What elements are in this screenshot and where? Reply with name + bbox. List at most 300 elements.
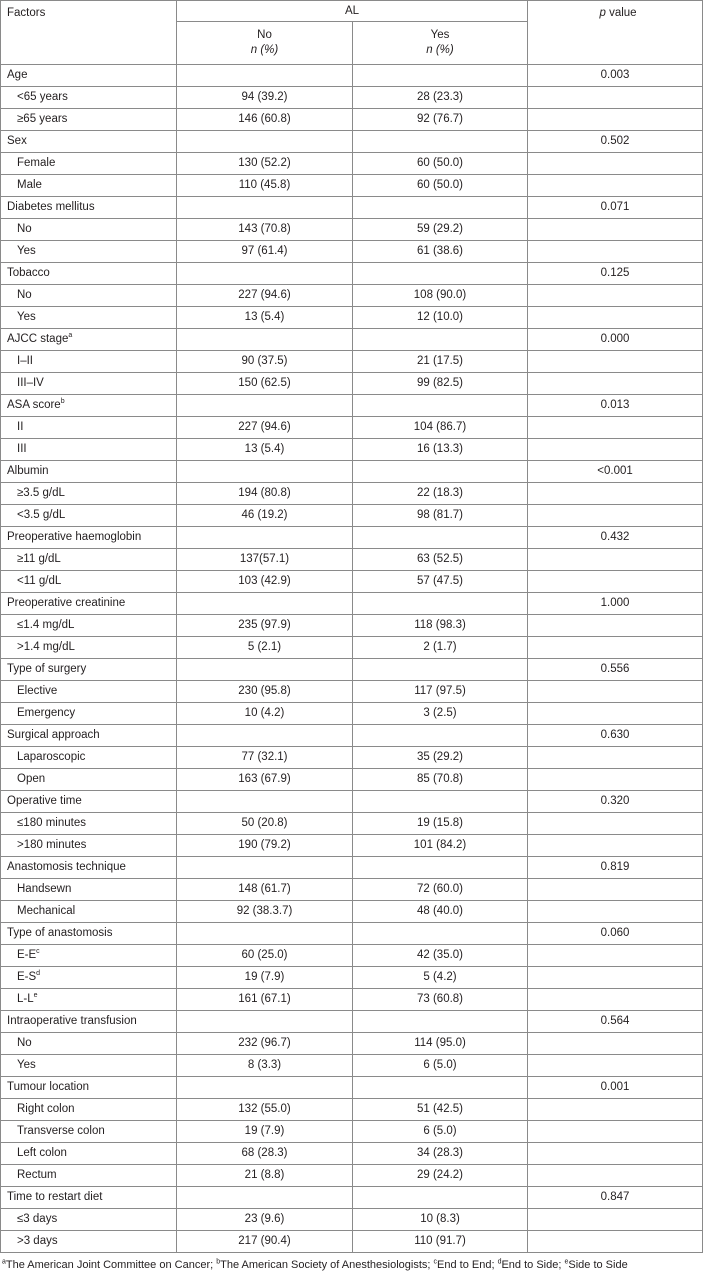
no-count-text: 13 (5.4) xyxy=(244,443,285,455)
no-count xyxy=(177,285,353,307)
no-count-text: 13 (5.4) xyxy=(244,311,285,323)
no-count xyxy=(177,109,353,131)
table-row xyxy=(1,285,703,307)
footnote-marker: d xyxy=(497,1258,502,1266)
no-count xyxy=(177,967,353,989)
yes-count xyxy=(353,109,528,131)
yes-count-text: 28 (23.3) xyxy=(416,91,464,103)
empty-cell xyxy=(528,615,703,637)
category-label xyxy=(1,351,177,373)
p-value xyxy=(528,461,703,483)
no-count-text: 92 (38.3.7) xyxy=(236,905,293,917)
category-label xyxy=(1,681,177,703)
section-header-row xyxy=(1,857,703,879)
p-value-text: 0.000 xyxy=(600,333,630,345)
table-row xyxy=(1,439,703,461)
empty-cell xyxy=(528,549,703,571)
category-label xyxy=(1,175,177,197)
category-label xyxy=(1,945,177,967)
yes-count-text: 110 (91.7) xyxy=(414,1235,466,1247)
yes-count xyxy=(353,967,528,989)
empty-cell xyxy=(177,65,353,87)
footnote-text: End to End; xyxy=(437,1259,498,1271)
yes-count xyxy=(353,153,528,175)
no-count xyxy=(177,219,353,241)
table-row xyxy=(1,549,703,571)
category-label xyxy=(1,835,177,857)
category-label xyxy=(1,769,177,791)
factor-label-text: Anastomosis technique xyxy=(7,861,126,873)
section-header-row xyxy=(1,1011,703,1033)
table-row xyxy=(1,989,703,1011)
category-label-text: Female xyxy=(17,157,56,169)
empty-cell xyxy=(528,439,703,461)
footnote-text: Side to Side xyxy=(568,1259,628,1271)
table-row xyxy=(1,1099,703,1121)
empty-cell xyxy=(353,1077,528,1099)
no-count-text: 227 (94.6) xyxy=(238,421,291,433)
category-label-text: Right colon xyxy=(17,1103,75,1115)
yes-count-text: 16 (13.3) xyxy=(416,443,464,455)
no-count xyxy=(177,351,353,373)
yes-count-text: 22 (18.3) xyxy=(416,487,464,499)
yes-count-text: 12 (10.0) xyxy=(416,311,464,323)
yes-count-text: 29 (24.2) xyxy=(416,1169,464,1181)
category-label xyxy=(1,901,177,923)
category-label-text: Laparoscopic xyxy=(17,751,86,763)
p-value-text: 0.013 xyxy=(600,399,630,411)
yes-count xyxy=(353,1121,528,1143)
no-count xyxy=(177,1165,353,1187)
yes-count xyxy=(353,175,528,197)
section-header-row xyxy=(1,65,703,87)
section-header-row xyxy=(1,527,703,549)
p-value-text: 0.556 xyxy=(600,663,630,675)
factor-label xyxy=(1,857,177,879)
yes-count-text: 48 (40.0) xyxy=(416,905,464,917)
yes-count xyxy=(353,747,528,769)
table-row xyxy=(1,571,703,593)
p-value xyxy=(528,725,703,747)
empty-cell xyxy=(177,329,353,351)
table-row xyxy=(1,109,703,131)
category-label xyxy=(1,109,177,131)
no-count xyxy=(177,1121,353,1143)
no-count-text: 137(57.1) xyxy=(239,553,290,565)
yes-count-text: 6 (5.0) xyxy=(423,1125,457,1137)
factor-label-text: Type of anastomosis xyxy=(7,927,113,939)
table-row xyxy=(1,175,703,197)
empty-cell xyxy=(528,901,703,923)
category-label xyxy=(1,989,177,1011)
p-value xyxy=(528,593,703,615)
empty-cell xyxy=(177,1011,353,1033)
category-label-text: ≥11 g/dL xyxy=(17,553,61,565)
no-count xyxy=(177,505,353,527)
table-row xyxy=(1,967,703,989)
empty-cell xyxy=(528,769,703,791)
category-label xyxy=(1,373,177,395)
category-label-text: III–IV xyxy=(17,377,44,389)
category-label xyxy=(1,483,177,505)
no-column-header xyxy=(177,22,353,65)
factor-label xyxy=(1,659,177,681)
factor-label-text: Preoperative creatinine xyxy=(7,597,126,609)
p-value-text: 0.125 xyxy=(600,267,630,279)
empty-cell xyxy=(528,1231,703,1253)
no-count xyxy=(177,175,353,197)
yes-count xyxy=(353,1055,528,1077)
p-value-text: 0.003 xyxy=(600,69,630,81)
yes-count-text: 92 (76.7) xyxy=(416,113,464,125)
no-count xyxy=(177,549,353,571)
yes-count-text: 118 (98.3) xyxy=(414,619,466,631)
factor-label xyxy=(1,395,177,417)
p-value xyxy=(528,857,703,879)
section-header-row xyxy=(1,395,703,417)
factor-label-text: Diabetes mellitus xyxy=(7,201,95,213)
category-label-text: Left colon xyxy=(17,1147,67,1159)
factor-label xyxy=(1,461,177,483)
category-label xyxy=(1,967,177,989)
yes-count xyxy=(353,549,528,571)
empty-cell xyxy=(353,857,528,879)
yes-count-text: 73 (60.8) xyxy=(416,993,464,1005)
category-label xyxy=(1,615,177,637)
category-label-text: E-E xyxy=(17,949,37,961)
section-header-row xyxy=(1,197,703,219)
empty-cell xyxy=(528,945,703,967)
factor-label-text: Operative time xyxy=(7,795,82,807)
yes-count-text: 34 (28.3) xyxy=(416,1147,464,1159)
category-label-text: No xyxy=(17,223,32,235)
yes-count xyxy=(353,1099,528,1121)
factor-label xyxy=(1,1077,177,1099)
p-value-text: 0.630 xyxy=(600,729,630,741)
empty-cell xyxy=(353,395,528,417)
yes-count-text: 6 (5.0) xyxy=(423,1059,457,1071)
category-label xyxy=(1,153,177,175)
yes-count xyxy=(353,703,528,725)
category-label xyxy=(1,219,177,241)
footnote-marker: b xyxy=(216,1258,221,1266)
footnote-text: End to Side; xyxy=(501,1259,565,1271)
empty-cell xyxy=(177,725,353,747)
empty-cell xyxy=(177,197,353,219)
no-count-text: 19 (7.9) xyxy=(244,971,285,983)
no-count-text: 110 (45.8) xyxy=(238,179,291,191)
empty-cell xyxy=(353,923,528,945)
table-row xyxy=(1,153,703,175)
table-row xyxy=(1,1231,703,1253)
table-row xyxy=(1,417,703,439)
p-value-text: 0.320 xyxy=(600,795,630,807)
category-label-sup: c xyxy=(36,948,40,956)
no-count-text: 130 (52.2) xyxy=(238,157,291,169)
table-row xyxy=(1,87,703,109)
yes-count xyxy=(353,351,528,373)
section-header-row xyxy=(1,593,703,615)
category-label xyxy=(1,747,177,769)
footnotes xyxy=(0,1253,703,1271)
factor-label-text: ASA score xyxy=(7,399,61,411)
p-value xyxy=(528,329,703,351)
yes-count xyxy=(353,945,528,967)
yes-count xyxy=(353,373,528,395)
factor-label-sup: a xyxy=(68,332,73,340)
table-row xyxy=(1,351,703,373)
no-count xyxy=(177,747,353,769)
table-row xyxy=(1,505,703,527)
yes-count-text: 61 (38.6) xyxy=(416,245,464,257)
yes-count-text: 2 (1.7) xyxy=(423,641,457,653)
empty-cell xyxy=(528,373,703,395)
category-label-text: I–II xyxy=(17,355,33,367)
p-value xyxy=(528,263,703,285)
table-row xyxy=(1,637,703,659)
yes-label: Yes xyxy=(430,29,450,41)
category-label-text: <11 g/dL xyxy=(17,575,62,587)
empty-cell xyxy=(528,1055,703,1077)
yes-count-text: 108 (90.0) xyxy=(413,289,467,301)
p-value-text: 0.060 xyxy=(600,927,630,939)
no-count-text: 150 (62.5) xyxy=(238,377,291,389)
no-count xyxy=(177,879,353,901)
factor-label xyxy=(1,197,177,219)
no-count xyxy=(177,703,353,725)
empty-cell xyxy=(177,1187,353,1209)
empty-cell xyxy=(528,175,703,197)
p-value-text: 0.502 xyxy=(600,135,630,147)
category-label-text: >3 days xyxy=(17,1235,58,1247)
category-label xyxy=(1,1143,177,1165)
no-count xyxy=(177,153,353,175)
empty-cell xyxy=(353,1011,528,1033)
yes-count-text: 85 (70.8) xyxy=(416,773,464,785)
category-label-text: <65 years xyxy=(17,91,68,103)
yes-count-text: 5 (4.2) xyxy=(423,971,457,983)
yes-count-text: 114 (95.0) xyxy=(414,1037,466,1049)
table-row xyxy=(1,1121,703,1143)
p-value xyxy=(528,395,703,417)
category-label-text: Yes xyxy=(17,245,36,257)
yes-count xyxy=(353,571,528,593)
no-count-text: 8 (3.3) xyxy=(247,1059,282,1071)
yes-count xyxy=(353,417,528,439)
no-count xyxy=(177,835,353,857)
yes-count xyxy=(353,813,528,835)
footnote-text: The American Joint Committee on Cancer; xyxy=(5,1259,217,1271)
empty-cell xyxy=(528,879,703,901)
no-count-text: 146 (60.8) xyxy=(238,113,291,125)
yes-count-text: 72 (60.0) xyxy=(416,883,464,895)
category-label-text: ≤3 days xyxy=(17,1213,58,1225)
yes-count xyxy=(353,615,528,637)
empty-cell xyxy=(528,109,703,131)
no-count-text: 161 (67.1) xyxy=(238,993,291,1005)
empty-cell xyxy=(528,681,703,703)
factor-label xyxy=(1,725,177,747)
category-label xyxy=(1,813,177,835)
no-count-text: 10 (4.2) xyxy=(244,707,285,719)
category-label-text: >180 minutes xyxy=(17,839,87,851)
empty-cell xyxy=(353,131,528,153)
category-label-text: Transverse colon xyxy=(17,1125,105,1137)
p-value-text: 0.564 xyxy=(600,1015,630,1027)
table-row xyxy=(1,813,703,835)
no-count-text: 103 (42.9) xyxy=(238,575,291,587)
no-count-text: 217 (90.4) xyxy=(238,1235,291,1247)
table-row xyxy=(1,241,703,263)
no-count-text: 235 (97.9) xyxy=(238,619,291,631)
yes-count-text: 104 (86.7) xyxy=(413,421,467,433)
no-count xyxy=(177,87,353,109)
empty-cell xyxy=(528,967,703,989)
no-count xyxy=(177,813,353,835)
yes-count xyxy=(353,241,528,263)
yes-count xyxy=(353,483,528,505)
factor-label-text: Tobacco xyxy=(7,267,50,279)
footnote-marker: a xyxy=(2,1258,6,1266)
factor-label xyxy=(1,263,177,285)
empty-cell xyxy=(528,1143,703,1165)
no-count-text: 19 (7.9) xyxy=(244,1125,285,1137)
no-count xyxy=(177,1231,353,1253)
no-count xyxy=(177,1033,353,1055)
factor-label xyxy=(1,791,177,813)
factor-label-text: Tumour location xyxy=(7,1081,90,1093)
no-count-text: 227 (94.6) xyxy=(238,289,291,301)
category-label xyxy=(1,439,177,461)
table-row xyxy=(1,373,703,395)
no-count-text: 163 (67.9) xyxy=(238,773,291,785)
no-count-text: 232 (96.7) xyxy=(238,1037,291,1049)
section-header-row xyxy=(1,131,703,153)
category-label-text: Elective xyxy=(17,685,58,697)
empty-cell xyxy=(528,87,703,109)
factor-label-text: Sex xyxy=(7,135,27,147)
yes-count xyxy=(353,87,528,109)
no-count-text: 50 (20.8) xyxy=(241,817,288,829)
empty-cell xyxy=(528,153,703,175)
category-label xyxy=(1,1165,177,1187)
category-label-text: ≥65 years xyxy=(17,113,68,125)
yes-count xyxy=(353,769,528,791)
yes-count xyxy=(353,285,528,307)
category-label xyxy=(1,1231,177,1253)
category-label xyxy=(1,307,177,329)
no-count-text: 77 (32.1) xyxy=(241,751,288,763)
table-row xyxy=(1,945,703,967)
yes-count-text: 60 (50.0) xyxy=(416,157,464,169)
table-body xyxy=(1,65,703,1253)
empty-cell xyxy=(528,285,703,307)
empty-cell xyxy=(528,813,703,835)
category-label-sup: e xyxy=(33,992,38,1000)
table-row xyxy=(1,483,703,505)
yes-count-text: 59 (29.2) xyxy=(416,223,464,235)
factor-label xyxy=(1,1011,177,1033)
no-count-text: 148 (61.7) xyxy=(238,883,291,895)
no-count xyxy=(177,483,353,505)
yes-count xyxy=(353,637,528,659)
no-count-text: 132 (55.0) xyxy=(238,1103,291,1115)
p-value xyxy=(528,197,703,219)
factor-label-text: Albumin xyxy=(7,465,49,477)
empty-cell xyxy=(528,1165,703,1187)
table-row xyxy=(1,1209,703,1231)
footnote-text: The American Society of Anesthesiologists; xyxy=(220,1259,434,1271)
no-count xyxy=(177,989,353,1011)
p-value-text: 0.001 xyxy=(600,1081,630,1093)
section-header-row xyxy=(1,659,703,681)
p-value xyxy=(528,527,703,549)
factor-label-text: Surgical approach xyxy=(7,729,100,741)
yes-count-text: 60 (50.0) xyxy=(416,179,464,191)
empty-cell xyxy=(528,989,703,1011)
empty-cell xyxy=(353,659,528,681)
empty-cell xyxy=(353,791,528,813)
category-label xyxy=(1,505,177,527)
category-label xyxy=(1,637,177,659)
yes-count xyxy=(353,1209,528,1231)
yes-count-text: 57 (47.5) xyxy=(416,575,464,587)
category-label-text: E-S xyxy=(17,971,37,983)
al-group-header: AL xyxy=(177,1,528,22)
p-value xyxy=(528,659,703,681)
yes-count xyxy=(353,1033,528,1055)
no-count xyxy=(177,615,353,637)
table-row xyxy=(1,1165,703,1187)
footnote-marker: e xyxy=(564,1258,569,1266)
category-label xyxy=(1,241,177,263)
factor-label xyxy=(1,131,177,153)
yes-column-header xyxy=(353,22,528,65)
yes-count xyxy=(353,1143,528,1165)
footnote-marker: c xyxy=(433,1258,438,1266)
category-label xyxy=(1,1033,177,1055)
empty-cell xyxy=(177,527,353,549)
empty-cell xyxy=(353,197,528,219)
no-count xyxy=(177,439,353,461)
category-label xyxy=(1,417,177,439)
empty-cell xyxy=(177,395,353,417)
empty-cell xyxy=(353,725,528,747)
empty-cell xyxy=(528,417,703,439)
category-label-text: Yes xyxy=(17,1059,36,1071)
table-row xyxy=(1,769,703,791)
table-row xyxy=(1,747,703,769)
empty-cell xyxy=(177,263,353,285)
section-header-row xyxy=(1,725,703,747)
empty-cell xyxy=(177,1077,353,1099)
table-row xyxy=(1,879,703,901)
category-label-text: III xyxy=(17,443,27,455)
no-count-text: 94 (39.2) xyxy=(241,91,288,103)
category-label-text: <3.5 g/dL xyxy=(17,509,66,521)
table-row xyxy=(1,307,703,329)
category-label-text: II xyxy=(17,421,24,433)
empty-cell xyxy=(353,593,528,615)
yes-count xyxy=(353,835,528,857)
empty-cell xyxy=(353,1187,528,1209)
p-value-text: 0.819 xyxy=(600,861,630,873)
no-count-text: 46 (19.2) xyxy=(241,509,288,521)
empty-cell xyxy=(353,263,528,285)
factor-label-text: Age xyxy=(7,69,28,81)
no-count-text: 60 (25.0) xyxy=(241,949,288,961)
empty-cell xyxy=(177,461,353,483)
